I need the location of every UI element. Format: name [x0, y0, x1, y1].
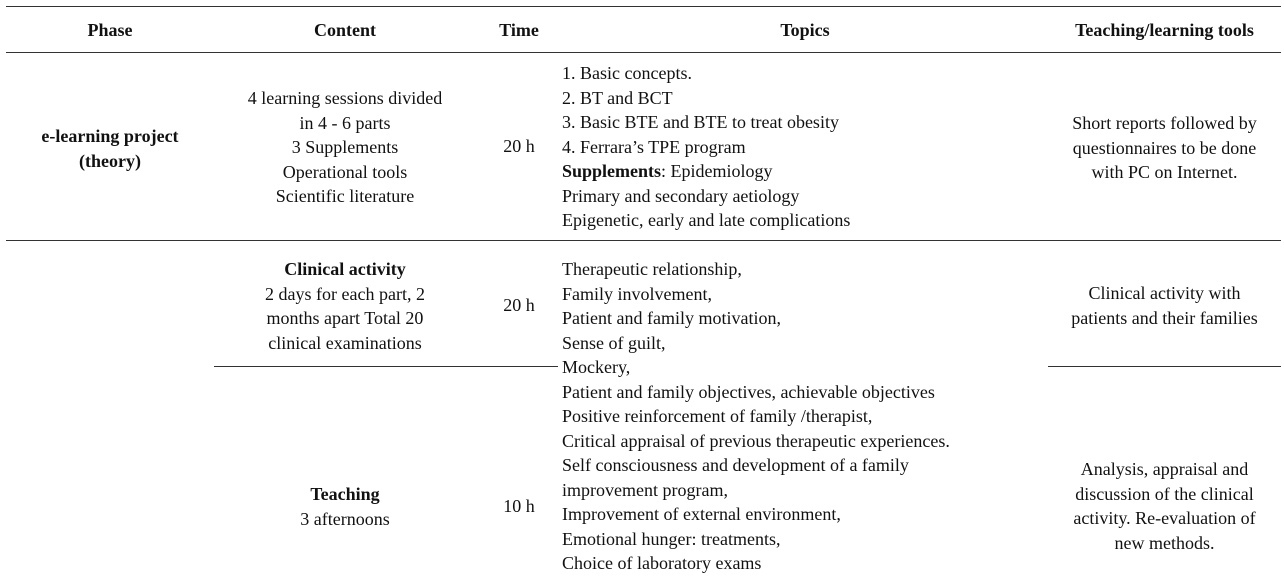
elearning-topic: 2. BT and BCT — [562, 87, 673, 108]
shared-topic: Emotional hunger: treatments, — [562, 528, 781, 549]
elearning-tools-line: with PC on Internet. — [1091, 162, 1238, 182]
shared-topic: improvement program, — [562, 479, 728, 500]
elearning-content-line: in 4 - 6 parts — [299, 112, 391, 133]
shared-topic: Critical appraisal of previous therapeutic experiences. — [562, 430, 950, 451]
teaching-tools-line: discussion of the clinical — [1075, 483, 1254, 504]
rule-elearning — [6, 240, 1281, 241]
shared-topic: Improvement of external environment, — [562, 504, 841, 524]
clinical-content-line: months apart Total 20 — [266, 308, 424, 328]
clinical-tools-line: patients and their families — [1071, 307, 1258, 328]
shared-topic: Positive reinforcement of family /therapist, — [562, 406, 873, 426]
header-phase: Phase — [87, 20, 133, 40]
elearning-supplements — [562, 159, 1048, 184]
clinical-tools — [1048, 281, 1281, 330]
teaching-tools — [1048, 457, 1281, 555]
shared-topic: Sense of guilt, — [562, 332, 666, 353]
header-time: Time — [499, 20, 539, 40]
clinical-content-line: clinical examinations — [268, 332, 422, 353]
clinical-time: 20 h — [503, 295, 535, 315]
shared-topic: Family involvement, — [562, 283, 712, 304]
shared-topic: Mockery, — [562, 357, 631, 377]
elearning-tools — [1048, 111, 1281, 185]
header-content: Content — [314, 20, 376, 40]
shared-topic: Patient and family motivation, — [562, 308, 781, 328]
elearning-content-line: Scientific literature — [275, 186, 415, 206]
elearning-phase-line1: e-learning project — [41, 126, 179, 146]
clinical-content-line: 2 days for each part, 2 — [265, 283, 425, 304]
rule-clinical-content — [214, 366, 558, 367]
clinical-content-title: Clinical activity — [284, 259, 406, 279]
rule-top — [6, 6, 1281, 7]
teaching-content-line: 3 afternoons — [300, 508, 390, 529]
elearning-topic: 3. Basic BTE and BTE to treat obesity — [562, 112, 839, 132]
clinical-tools-line: Clinical activity with — [1088, 283, 1241, 303]
shared-topics — [562, 257, 1048, 576]
elearning-time: 20 h — [503, 136, 535, 156]
teaching-tools-line: Analysis, appraisal and — [1080, 459, 1249, 479]
elearning-tools-line: Short reports followed by — [1072, 113, 1257, 133]
shared-topic: Self consciousness and development of a family — [562, 455, 909, 475]
elearning-topics — [562, 61, 1048, 233]
rule-clinical-tools — [1048, 366, 1281, 367]
elearning-phase-line2: (theory) — [79, 150, 141, 171]
shared-topic: Patient and family objectives, achievable objectives — [562, 381, 935, 402]
elearning-phase — [6, 124, 214, 173]
elearning-content-line: 4 learning sessions divided — [247, 88, 443, 108]
elearning-topic: 1. Basic concepts. — [562, 63, 692, 83]
elearning-topic: 4. Ferrara’s TPE program — [562, 136, 746, 157]
header-tools: Teaching/learning tools — [1075, 20, 1254, 40]
teaching-content — [214, 482, 476, 531]
teaching-tools-line: activity. Re-evaluation of — [1073, 508, 1256, 528]
teaching-time: 10 h — [503, 496, 535, 516]
shared-topic: Choice of laboratory exams — [562, 553, 762, 573]
header-topics: Topics — [780, 20, 830, 40]
clinical-content — [214, 257, 476, 355]
teaching-tools-line: new methods. — [1114, 532, 1215, 553]
supplements-label: Supplements — [562, 161, 662, 181]
elearning-tools-line: questionnaires to be done — [1072, 137, 1257, 158]
elearning-topic: Epigenetic, early and late complications — [562, 210, 851, 230]
supplements-text: : Epidemiology — [661, 161, 773, 181]
rule-header — [6, 52, 1281, 53]
teaching-content-title: Teaching — [310, 484, 380, 504]
elearning-content — [214, 86, 476, 209]
elearning-content-line: 3 Supplements — [291, 137, 399, 157]
shared-topic: Therapeutic relationship, — [562, 259, 742, 279]
elearning-content-line: Operational tools — [282, 161, 408, 182]
elearning-topic: Primary and secondary aetiology — [562, 185, 800, 206]
